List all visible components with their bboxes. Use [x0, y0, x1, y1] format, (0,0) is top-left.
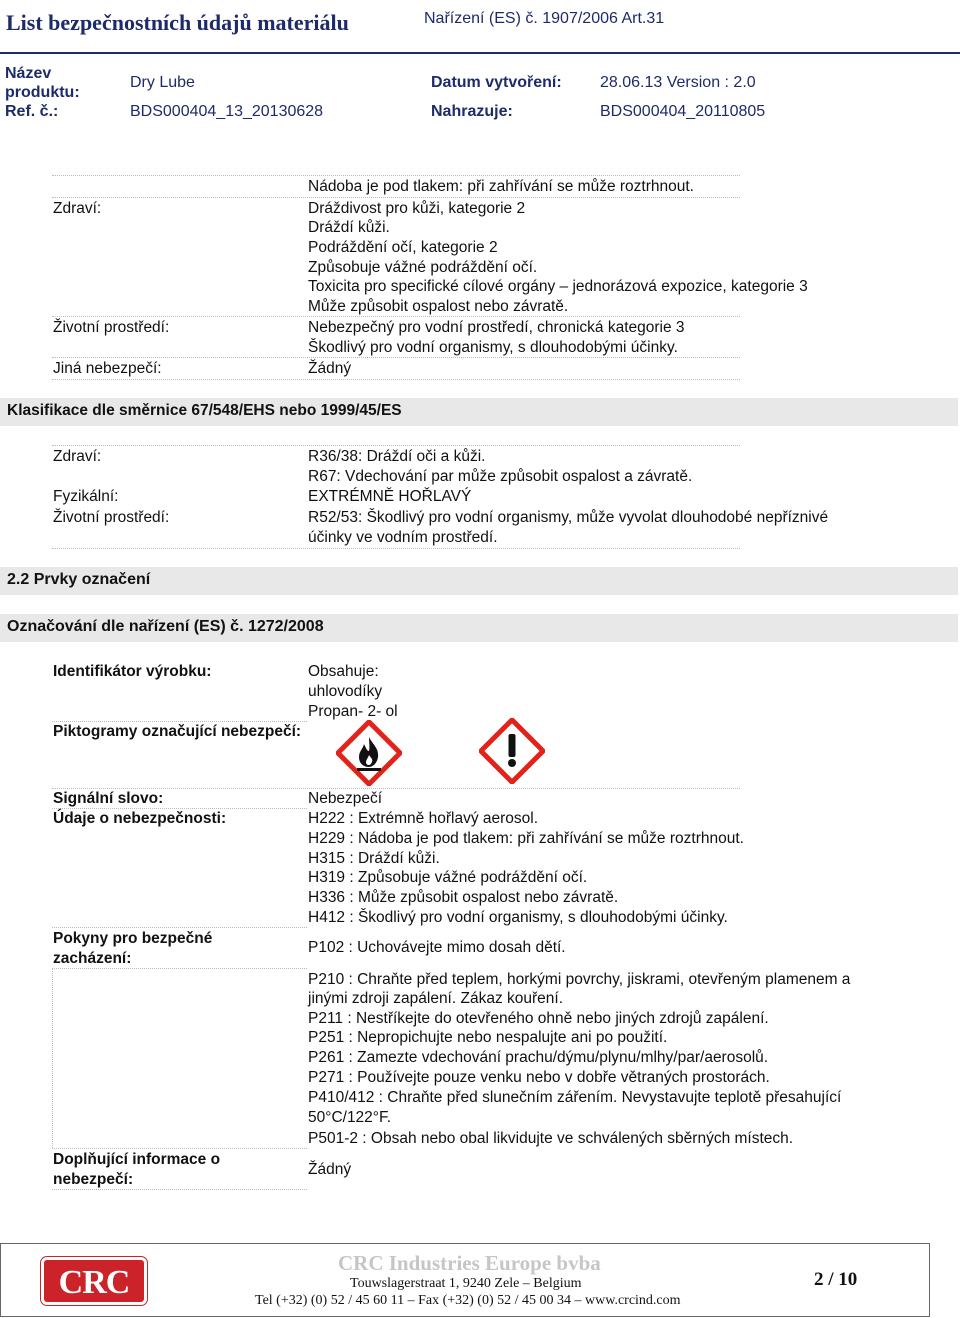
environment-line: Nebezpečný pro vodní prostředí, chronická kategorie 3: [308, 319, 685, 336]
classification-physical-label: Fyzikální:: [53, 488, 119, 505]
row-divider: [52, 445, 740, 446]
hazard-statement: H336 : Může způsobit ospalost nebo závratě.: [308, 889, 619, 906]
row-divider: [52, 1148, 307, 1149]
hazard-statement: H412 : Škodlivý pro vodní organismy, s dlouhodobými účinky.: [308, 909, 728, 926]
row-divider: [52, 316, 740, 317]
supplementary-info-value: Žádný: [308, 1161, 352, 1178]
r-phrase-line: R67: Vdechování par může způsobit ospalost a závratě.: [308, 468, 693, 485]
r-phrase-line: R36/38: Dráždí oči a kůži.: [308, 448, 486, 465]
physical-value: EXTRÉMNĚ HOŘLAVÝ: [308, 488, 472, 505]
health-line: Způsobuje vážné podráždění očí.: [308, 259, 538, 276]
crc-logo-text: CRC: [58, 1264, 130, 1301]
hazard-statement: H319 : Způsobuje vážné podráždění očí.: [308, 869, 588, 886]
precaution-statement: P210 : Chraňte před teplem, horkými povrchy, jiskrami, otevřeným plamenem a: [308, 971, 851, 988]
row-divider: [52, 175, 740, 176]
hazard-statement: H222 : Extrémně hořlavý aerosol.: [308, 810, 539, 827]
identifier-line: Obsahuje:: [308, 663, 379, 680]
precaution-statement: P410/412 : Chraňte před slunečním zářením. Nevystavujte teplotě přesahující: [308, 1089, 842, 1106]
replaces-label: Nahrazuje:: [431, 103, 513, 120]
company-contact: Tel (+32) (0) 52 / 45 60 11 – Fax (+32) (0) 52 / 45 00 34 – www.crcind.com: [255, 1293, 681, 1308]
document-header: [0, 0, 960, 126]
crc-logo: [41, 1257, 147, 1305]
section-2-2-heading: 2.2 Prvky označení: [7, 571, 151, 588]
other-hazards-label: Jiná nebezpečí:: [53, 360, 162, 377]
precautions-label: Pokyny pro bezpečné: [53, 930, 213, 947]
classification-health-label: Zdraví:: [53, 448, 102, 465]
page-number: 2 / 10: [814, 1269, 858, 1290]
row-divider: [52, 927, 307, 928]
product-name-label-2: produktu:: [5, 84, 80, 101]
labeling-heading: Označování dle nařízení (ES) č. 1272/2008: [7, 618, 324, 635]
row-divider: [52, 1189, 307, 1190]
precaution-statement: P501-2 : Obsah nebo obal likvidujte ve schválených sběrných místech.: [308, 1130, 794, 1147]
created-date-value: 28.06.13 Version : 2.0: [600, 74, 756, 91]
hazard-statement: H315 : Dráždí kůži.: [308, 850, 440, 867]
reference-label: Ref. č.:: [5, 103, 59, 120]
health-line: Může způsobit ospalost nebo závratě.: [308, 298, 569, 315]
labeling-heading-band: [0, 614, 958, 642]
classification-heading: Klasifikace dle směrnice 67/548/EHS nebo 1999/45/ES: [7, 402, 402, 419]
company-name: CRC Industries Europe bvba: [338, 1251, 601, 1275]
health-line: Dráždivost pro kůži, kategorie 2: [308, 200, 526, 217]
flame-icon: [336, 720, 402, 786]
health-line: Toxicita pro specifické cílové orgány – jednorázová expozice, kategorie 3: [308, 278, 808, 295]
signal-word-label: Signální slovo:: [53, 790, 164, 807]
health-label: Zdraví:: [53, 200, 102, 217]
document-footer: [0, 1243, 930, 1317]
document-title: List bezpečnostních údajů materiálu: [6, 10, 349, 35]
header-divider: [0, 52, 960, 54]
section-2-2-band: [0, 567, 958, 595]
regulation-reference: Nařízení (ES) č. 1907/2006 Art.31: [424, 10, 665, 27]
pictograms-label: Piktogramy označující nebezpečí:: [53, 723, 302, 740]
environment-label: Životní prostředí:: [53, 319, 170, 336]
precaution-statement: P102 : Uchovávejte mimo dosah dětí.: [308, 939, 566, 956]
pressure-hazard-text: Nádoba je pod tlakem: při zahřívání se může roztrhnout.: [308, 178, 694, 195]
precautions-label-2: zacházení:: [53, 950, 132, 967]
precaution-statement: P251 : Nepropichujte nebo nespalujte ani po použití.: [308, 1029, 668, 1046]
row-divider: [52, 197, 740, 198]
replaces-value: BDS000404_20110805: [600, 103, 766, 120]
hazard-statement: H229 : Nádoba je pod tlakem: při zahřívání se může roztrhnout.: [308, 830, 744, 847]
row-divider: [52, 968, 307, 969]
row-divider: [52, 548, 740, 549]
r-phrase-line: R52/53: Škodlivý pro vodní organismy, může vyvolat dlouhodobé nepříznivé: [308, 509, 829, 526]
health-line: Dráždí kůži.: [308, 219, 390, 236]
precaution-statement: P261 : Zamezte vdechování prachu/dýmu/plynu/mlhy/par/aerosolů.: [308, 1049, 769, 1066]
company-address: Touwslagerstraat 1, 9240 Zele – Belgium: [350, 1276, 582, 1291]
precaution-statement: 50°C/122°F.: [308, 1109, 392, 1126]
precaution-statement: P211 : Nestříkejte do otevřeného ohně nebo jiných zdrojů zapálení.: [308, 1010, 769, 1027]
exclamation-icon: [479, 718, 545, 784]
reference-value: BDS000404_13_20130628: [130, 103, 324, 120]
column-divider: [52, 968, 53, 1148]
hazard-statements-label: Údaje o nebezpečnosti:: [53, 810, 227, 827]
signal-word-value: Nebezpečí: [308, 790, 383, 807]
product-name-label: Název: [5, 65, 52, 82]
created-date-label: Datum vytvoření:: [431, 74, 562, 91]
identifier-line: Propan- 2- ol: [308, 703, 398, 720]
supplementary-info-label: Doplňující informace o: [53, 1151, 221, 1168]
other-hazards-value: Žádný: [308, 360, 352, 377]
product-name-value: Dry Lube: [130, 74, 195, 91]
precaution-statement: P271 : Používejte pouze venku nebo v dobře větraných prostorách.: [308, 1069, 770, 1086]
classification-environment-label: Životní prostředí:: [53, 509, 170, 526]
environment-line: Škodlivý pro vodní organismy, s dlouhodobými účinky.: [308, 339, 678, 356]
r-phrase-line: účinky ve vodním prostředí.: [308, 529, 498, 546]
identifier-line: uhlovodíky: [308, 683, 383, 700]
precaution-statement: jinými zdroji zapálení. Zákaz kouření.: [308, 990, 564, 1007]
classification-heading-band: [0, 398, 958, 426]
supplementary-info-label-2: nebezpečí:: [53, 1171, 134, 1188]
product-identifier-label: Identifikátor výrobku:: [53, 663, 212, 680]
health-line: Podráždění očí, kategorie 2: [308, 239, 498, 256]
row-divider: [52, 379, 740, 380]
row-divider: [52, 357, 740, 358]
